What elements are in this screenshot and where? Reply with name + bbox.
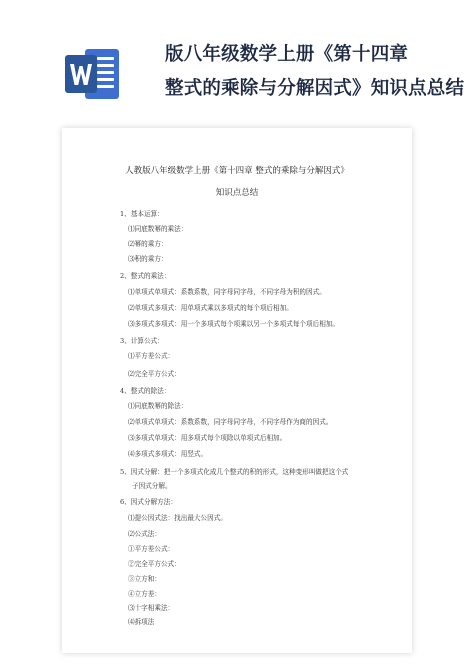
doc-line: 5、因式分解：把一个多项式化成几个整式的积的形式，这种变形叫做把这个式: [120, 468, 349, 476]
doc-line: ⑷拆项法: [128, 618, 155, 626]
doc-line: ⑵公式法：: [128, 530, 161, 538]
header-banner: [0, 0, 474, 120]
document-page: [62, 128, 412, 653]
document-subtitle: 知识点总结: [215, 188, 259, 198]
doc-line: 6、因式分解方法：: [120, 498, 177, 506]
doc-line: ②完全平方公式：: [128, 560, 181, 568]
doc-line: ⑴同底数幂的乘法：: [128, 225, 188, 233]
doc-line: ③立方和：: [128, 575, 161, 583]
document-title: 人教版八年级数学上册《第十四章 整式的乘除与分解因式》: [125, 166, 349, 176]
doc-line: ⑵完全平方公式：: [128, 370, 181, 378]
doc-line: 1、基本运算：: [120, 210, 164, 218]
doc-line: ⑶积的乘方：: [128, 255, 168, 263]
doc-line: ⑴同底数幂的除法：: [128, 402, 188, 410]
doc-line: ⑵幂的乘方：: [128, 240, 168, 248]
doc-line: 子因式分解。: [132, 482, 172, 490]
doc-line: ⑶十字相乘法：: [128, 604, 175, 612]
doc-line: 2、整式的乘法：: [120, 272, 171, 280]
doc-line: 4、整式的除法：: [120, 387, 171, 395]
doc-line: ⑶多项式单项式：用多项式每个项除以单项式后相加。: [128, 434, 287, 442]
header-title-line-1: 版八年级数学上册《第十四章: [165, 44, 409, 65]
doc-line: ⑶多项式多项式：用一个多项式每个项乘以另一个多项式每个项后相加。: [128, 320, 339, 328]
doc-line: ⑵单项式多项式：用单项式乘以多项式的每个项后相加。: [128, 304, 293, 312]
doc-line: ④立方差：: [128, 590, 161, 598]
doc-line: 3、计算公式：: [120, 337, 164, 345]
doc-line: ⑴提公因式法：找出最大公因式。: [128, 514, 227, 522]
doc-line: ①平方差公式：: [128, 545, 175, 553]
doc-line: ⑴平方差公式：: [128, 352, 175, 360]
header-title: [165, 38, 465, 106]
doc-line: ⑴单项式单项式：系数系数，同字母同字母，不同字母为积的因式。: [128, 288, 326, 296]
header-title-line-2: 整式的乘除与分解因式》知识点总结: [165, 78, 465, 99]
doc-line: ⑵单项式单项式：系数系数，同字母同字母，不同字母作为商的因式。: [128, 418, 333, 426]
word-document-icon: [63, 45, 121, 103]
doc-line: ⑷多项式多项式：用竖式。: [128, 450, 208, 458]
